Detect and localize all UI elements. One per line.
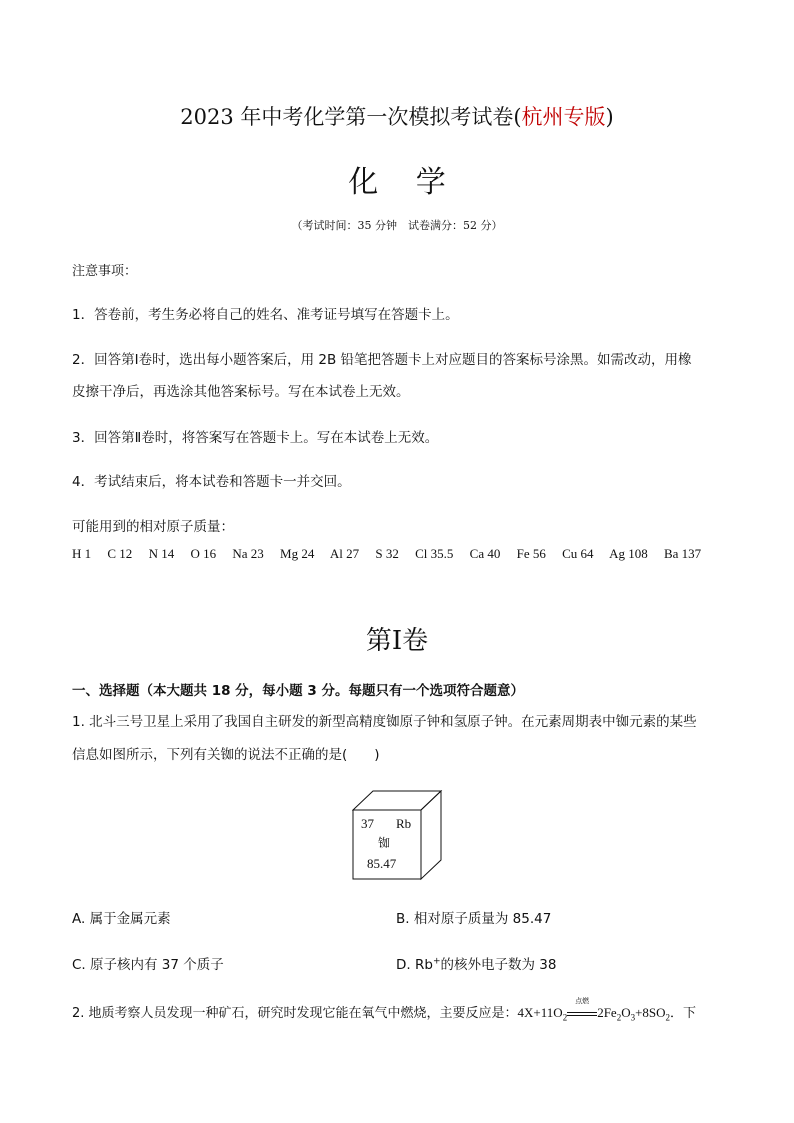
eq-arrow [567, 997, 597, 1021]
volume-title: 第Ⅰ卷 [365, 626, 429, 656]
atomic-mass-list [72, 546, 714, 562]
notes-title: 注意事项： [72, 264, 138, 279]
q2-stem [72, 997, 697, 1023]
note-item-3: 3．回答第Ⅱ卷时，将答案写在答题卡上。写在本试卷上无效。 [72, 430, 439, 446]
element-atomic-number: 37 [361, 816, 374, 831]
q2-equation [517, 997, 671, 1023]
element-symbol: Rb [396, 816, 412, 831]
title-highlight: 杭州专版 [521, 105, 606, 129]
atomic-mass-item: C 12 [107, 546, 133, 561]
element-cube-figure [352, 790, 442, 880]
q1-stem-line2: 信息如图所示，下列有关铷的说法不正确的是( ) [72, 747, 380, 763]
atomic-mass-item: N 14 [148, 546, 175, 561]
q1-option-d [396, 953, 556, 973]
eq-left: 4X+11O [517, 1005, 563, 1020]
eq-r1-sub2: 3 [630, 1012, 636, 1023]
atomic-mass-item: Na 23 [232, 546, 264, 561]
atomic-mass-item: Ag 108 [609, 546, 648, 561]
atomic-mass-item: Fe 56 [516, 546, 546, 561]
atomic-mass-item: Ba 137 [663, 546, 702, 561]
eq-r1-mid: O [621, 1005, 631, 1020]
q1-option-a: A. 属于金属元素 [72, 911, 171, 927]
q1-option-c: C. 原子核内有 37 个质子 [72, 957, 224, 973]
exam-title [0, 101, 794, 131]
atomic-mass-item: Mg 24 [280, 546, 315, 561]
cube-outline [352, 790, 444, 882]
q1-option-b: B. 相对原子质量为 85.47 [396, 911, 552, 927]
title-main: 2023 年中考化学第一次模拟考试卷( [180, 105, 522, 129]
q1-option-d-sup: + [432, 956, 441, 967]
atomic-mass-item: Cl 35.5 [415, 546, 454, 561]
title-end: ) [605, 105, 614, 129]
subject-title: 化 学 [348, 165, 460, 200]
atomic-mass-item: S 32 [375, 546, 399, 561]
eq-r1: 2Fe [597, 1005, 617, 1020]
eq-left-sub: 2 [562, 1012, 568, 1023]
element-name: 铷 [378, 836, 391, 850]
q1-stem-line1: 1. 北斗三号卫星上采用了我国自主研发的新型高精度铷原子钟和氢原子钟。在元素周期表中铷元素的某些 [72, 714, 697, 730]
note-item-2: 2．回答第Ⅰ卷时，选出每小题答案后，用 2B 铅笔把答题卡上对应题目的答案标号涂黑。如需改动，用橡 [72, 352, 692, 368]
note-item-2-cont: 皮擦干净后，再选涂其他答案标号。写在本试卷上无效。 [72, 384, 410, 400]
atomic-mass-title: 可能用到的相对原子质量： [72, 519, 234, 535]
eq-r2-sub: 2 [665, 1012, 671, 1023]
element-mass: 85.47 [367, 856, 397, 871]
note-item-1: 1．答卷前，考生务必将自己的姓名、准考证号填写在答题卡上。 [72, 307, 459, 323]
note-item-4: 4．考试结束后，将本试卷和答题卡一并交回。 [72, 474, 351, 490]
eq-condition: 点燃 [575, 997, 590, 1005]
q1-option-d-suffix: 的核外电子数为 38 [440, 957, 557, 973]
section-title: 一、选择题（本大题共 18 分，每小题 3 分。每题只有一个选项符合题意） [72, 683, 524, 699]
atomic-mass-item: Ca 40 [469, 546, 501, 561]
eq-r1-sub1: 2 [616, 1012, 622, 1023]
eq-r2: +8SO [635, 1005, 666, 1020]
atomic-mass-item: Al 27 [329, 546, 360, 561]
exam-info: （考试时间：35 分钟 试卷满分：52 分） [291, 219, 503, 232]
q2-stem-prefix: 2. 地质考察人员发现一种矿石，研究时发现它能在氧气中燃烧，主要反应是： [72, 1006, 518, 1021]
q1-option-d-prefix: D. Rb [396, 957, 433, 973]
q2-stem-suffix: ．下 [670, 1006, 697, 1021]
atomic-mass-item: Cu 64 [562, 546, 594, 561]
eq-double-line [567, 1012, 597, 1016]
atomic-mass-item: H 1 [72, 546, 92, 561]
atomic-mass-item: O 16 [190, 546, 217, 561]
